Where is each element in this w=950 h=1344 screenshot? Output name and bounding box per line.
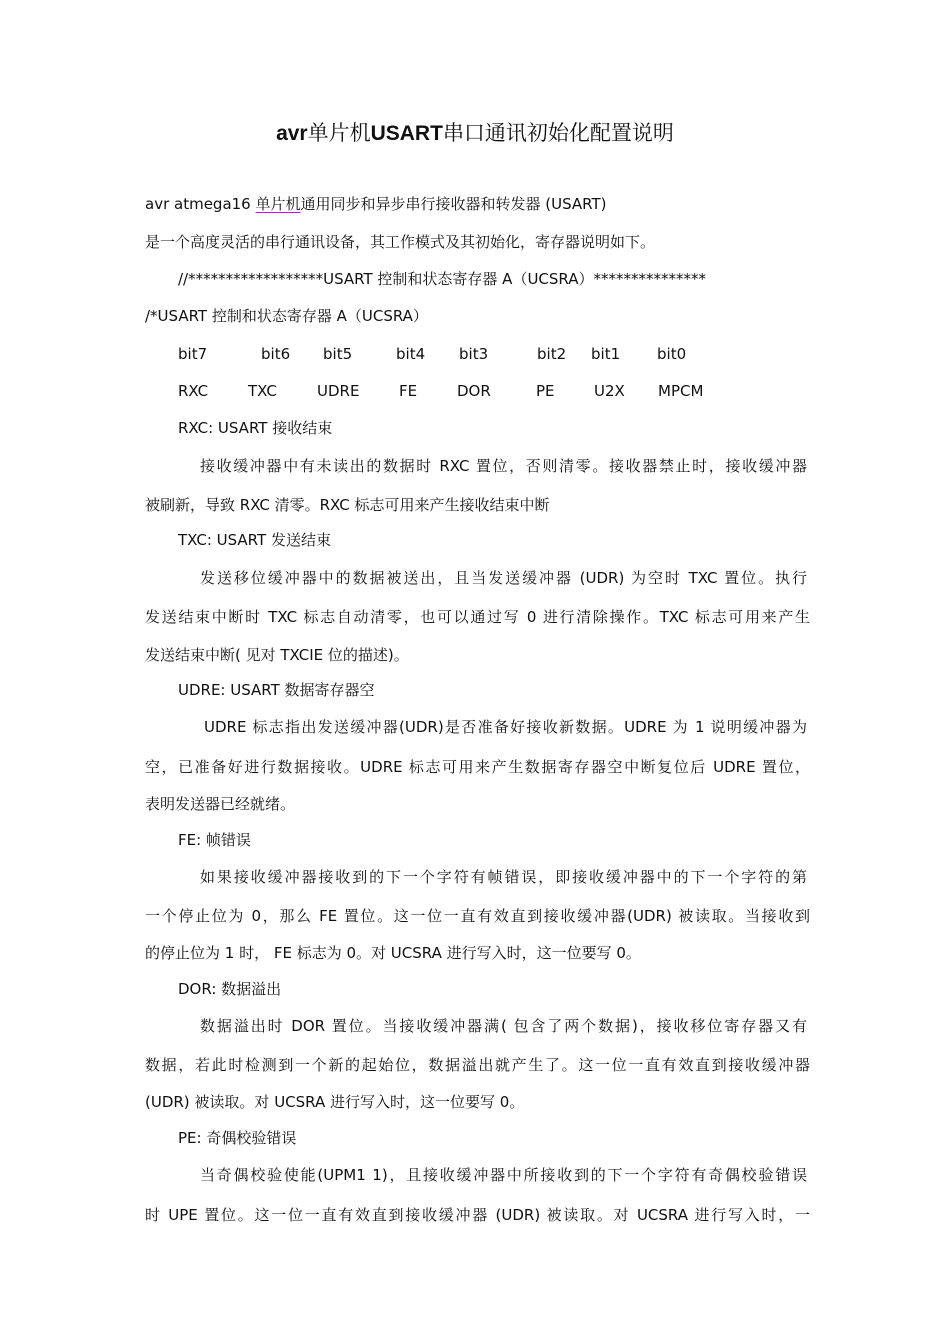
- udre-heading: UDRE: USART 数据寄存器空: [178, 681, 375, 699]
- udre-paragraph-line: UDRE 标志指出发送缓冲器(UDR)是否准备好接收新数据。UDRE 为 1 说明缓冲器为: [204, 718, 807, 736]
- bit-name: MPCM: [658, 382, 704, 400]
- intro-suffix: 通用同步和异步串行接收器和转发器 (USART): [300, 195, 607, 213]
- udre-paragraph-line: 表明发送器已经就绪。: [145, 795, 296, 813]
- fe-paragraph-line: 如果接收缓冲器接收到的下一个字符有帧错误，即接收缓冲器中的下一个字符的第: [200, 868, 807, 886]
- title-part-avr: avr: [276, 122, 308, 145]
- bit-label: bit5: [323, 345, 353, 363]
- txc-paragraph-line: 发送结束中断时 TXC 标志自动清零，也可以通过写 0 进行清除操作。TXC 标志可用来产生: [145, 608, 810, 626]
- udre-paragraph-line: 空，已准备好进行数据接收。UDRE 标志可用来产生数据寄存器空中断复位后 UDRE 置位，: [145, 758, 810, 776]
- bit-name: U2X: [594, 382, 625, 400]
- intro-prefix: avr atmega16: [145, 195, 256, 213]
- pe-paragraph-line: 时 UPE 置位。这一位一直有效直到接收缓冲器 (UDR) 被读取。对 UCSRA 进行写入时，一: [145, 1206, 810, 1224]
- title-part-rest: 串口通讯初始化配置说明: [442, 121, 674, 145]
- bit-label: bit3: [459, 345, 489, 363]
- mcu-link[interactable]: 单片机: [255, 195, 301, 213]
- bit-label: bit6: [261, 345, 291, 363]
- rxc-paragraph-line: 接收缓冲器中有未读出的数据时 RXC 置位，否则清零。接收器禁止时，接收缓冲器: [200, 457, 807, 475]
- bit-name: PE: [536, 382, 555, 400]
- dor-paragraph-line: 数据，若此时检测到一个新的起始位，数据溢出就产生了。这一位一直有效直到接收缓冲器: [145, 1056, 810, 1074]
- bit-label: bit0: [657, 345, 687, 363]
- fe-paragraph-line: 的停止位为 1 时， FE 标志为 0。对 UCSRA 进行写入时，这一位要写 0。: [145, 944, 641, 962]
- bit-name: UDRE: [317, 382, 360, 400]
- bit-label: bit4: [396, 345, 426, 363]
- bit-label: bit7: [178, 345, 208, 363]
- rxc-paragraph-line: 被刷新，导致 RXC 清零。RXC 标志可用来产生接收结束中断: [145, 496, 550, 514]
- txc-heading: TXC: USART 发送结束: [178, 531, 331, 549]
- intro-line-2: 是一个高度灵活的串行通讯设备，其工作模式及其初始化，寄存器说明如下。: [145, 233, 656, 251]
- bit-label: bit2: [537, 345, 567, 363]
- dor-paragraph-line: (UDR) 被读取。对 UCSRA 进行写入时，这一位要写 0。: [145, 1093, 525, 1111]
- comment-line: //******************USART 控制和状态寄存器 A（UCSRA）***************: [178, 270, 706, 288]
- bit-name: RXC: [178, 382, 209, 400]
- bit-name: FE: [399, 382, 418, 400]
- txc-paragraph-line: 发送结束中断( 见对 TXCIE 位的描述)。: [145, 646, 409, 664]
- bit-name: DOR: [457, 382, 491, 400]
- rxc-heading: RXC: USART 接收结束: [178, 419, 333, 437]
- dor-heading: DOR: 数据溢出: [178, 980, 282, 998]
- fe-heading: FE: 帧错误: [178, 831, 251, 849]
- fe-paragraph-line: 一个停止位为 0，那么 FE 置位。这一位一直有效直到接收缓冲器(UDR) 被读取。当接收到: [145, 907, 810, 925]
- txc-paragraph-line: 发送移位缓冲器中的数据被送出，且当发送缓冲器 (UDR) 为空时 TXC 置位。执行: [200, 569, 807, 587]
- dor-paragraph-line: 数据溢出时 DOR 置位。当接收缓冲器满( 包含了两个数据)，接收移位寄存器又有: [200, 1017, 807, 1035]
- title-part-usart: USART: [370, 122, 443, 145]
- intro-line-1: [145, 193, 810, 215]
- bit-name: TXC: [248, 382, 277, 400]
- pe-heading: PE: 奇偶校验错误: [178, 1129, 297, 1147]
- pe-paragraph-line: 当奇偶校验使能(UPM1 1)，且接收缓冲器中所接收到的下一个字符有奇偶校验错误: [200, 1166, 807, 1184]
- document-title: [0, 118, 950, 149]
- title-part-mcu: 单片机: [307, 121, 371, 145]
- bit-label: bit1: [591, 345, 621, 363]
- register-title: /*USART 控制和状态寄存器 A（UCSRA）: [145, 307, 428, 325]
